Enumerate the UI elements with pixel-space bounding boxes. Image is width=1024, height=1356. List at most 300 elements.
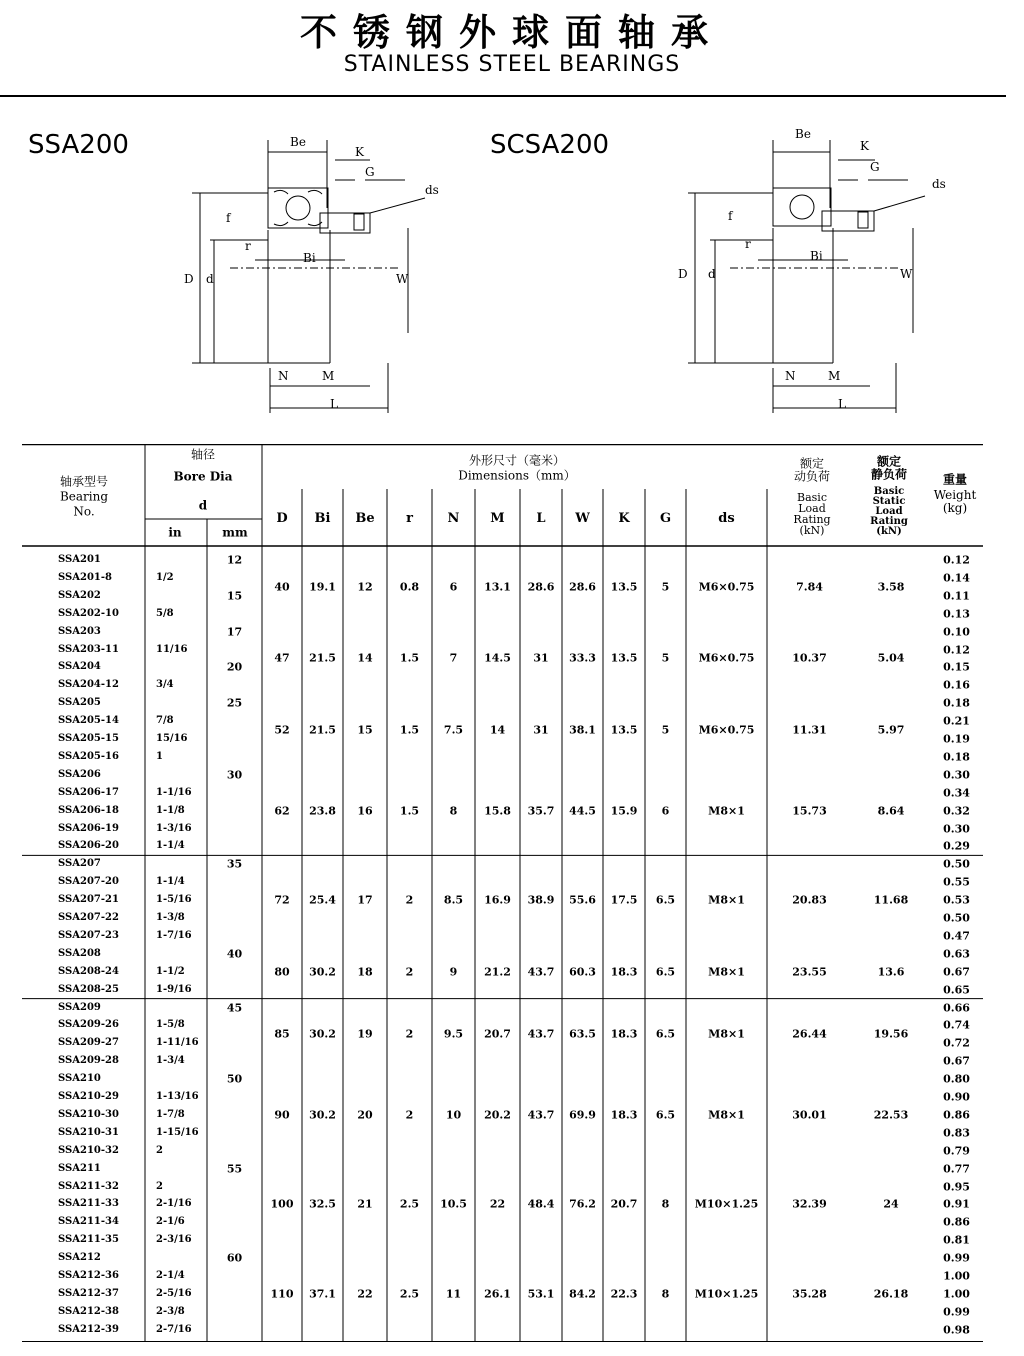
bearing-no-cell: SSA201 <box>58 554 101 565</box>
dim-cell-d: 62 <box>274 804 290 818</box>
dim-cell-ds: M8×1 <box>708 965 745 979</box>
bore-in-cell: 2-1/16 <box>156 1198 192 1210</box>
dim-cell-k: 18.3 <box>610 965 638 979</box>
label-w: W <box>900 267 913 281</box>
weight-cell: 0.34 <box>943 786 970 800</box>
header-bore-d: d <box>198 498 208 513</box>
bore-in-cell: 1 <box>156 750 163 762</box>
bore-in-cell: 1-1/4 <box>156 876 185 888</box>
bearing-no-cell: SSA209-26 <box>58 1019 119 1031</box>
dim-cell-bi: 23.8 <box>309 804 336 818</box>
weight-cell: 0.18 <box>943 750 970 764</box>
header-dims-cn: 外形尺寸（毫米） <box>468 453 566 468</box>
dim-cell-k: 18.3 <box>610 1027 638 1041</box>
bore-in-cell: 1-7/8 <box>156 1108 185 1120</box>
bore-in-cell: 1-3/8 <box>156 912 185 923</box>
header-bore-mm: mm <box>222 525 248 540</box>
bore-mm-cell: 40 <box>226 947 243 961</box>
bore-in-cell: 1-7/16 <box>156 929 192 941</box>
header-bore-in: in <box>168 525 182 540</box>
bore-mm-cell: 45 <box>226 1001 243 1014</box>
bore-mm-cell: 60 <box>226 1251 243 1265</box>
weight-cell: 0.15 <box>943 660 970 674</box>
bore-mm-cell: 15 <box>226 589 243 603</box>
header-col-w: W <box>575 511 590 527</box>
bearing-no-cell: SSA210-32 <box>58 1144 119 1156</box>
dim-cell-ds: M10×1.25 <box>694 1197 759 1211</box>
dim-cell-r: 2 <box>405 965 414 979</box>
dim-cell-d: 52 <box>274 723 290 737</box>
weight-cell: 0.90 <box>943 1090 970 1104</box>
dim-cell-l: 35.7 <box>527 804 555 818</box>
dim-cell-sta: 22.53 <box>873 1108 909 1122</box>
bearing-no-cell: SSA207 <box>58 858 101 870</box>
bearing-no-cell: SSA207-20 <box>58 876 119 888</box>
bearing-no-cell: SSA211-34 <box>58 1216 119 1228</box>
dim-cell-k: 20.7 <box>610 1197 638 1211</box>
header-dynamic-en: Basic Load Rating (kN) <box>793 491 831 537</box>
header-bearing-no-en1: Bearing <box>59 489 109 504</box>
header-col-ds: ds <box>718 511 735 527</box>
dim-cell-be: 15 <box>357 723 373 737</box>
weight-cell: 0.14 <box>943 571 970 585</box>
dim-cell-r: 2.5 <box>399 1287 420 1301</box>
dim-cell-bi: 21.5 <box>309 723 336 737</box>
bearing-no-cell: SSA206-20 <box>58 840 119 852</box>
weight-cell: 0.72 <box>943 1036 970 1050</box>
bore-in-cell: 2-1/6 <box>156 1216 185 1228</box>
weight-cell: 0.55 <box>943 875 970 889</box>
bearing-no-cell: SSA204 <box>58 661 101 673</box>
weight-cell: 0.10 <box>943 625 970 639</box>
dim-cell-g: 8 <box>661 1197 670 1211</box>
dim-cell-sta: 8.64 <box>877 804 905 818</box>
dim-cell-m: 22 <box>489 1197 506 1211</box>
weight-cell: 0.86 <box>943 1108 970 1122</box>
dim-cell-be: 18 <box>357 965 373 979</box>
bore-mm-cell: 17 <box>226 625 243 639</box>
bearing-no-cell: SSA206 <box>58 768 101 780</box>
dim-cell-d: 47 <box>274 651 290 665</box>
header-dims-en: Dimensions（mm） <box>458 468 576 483</box>
bearing-no-cell: SSA208 <box>58 947 101 959</box>
dim-cell-n: 9 <box>449 965 458 979</box>
dim-cell-r: 0.8 <box>399 580 420 594</box>
dim-cell-d: 85 <box>274 1027 290 1041</box>
label-f: f <box>226 211 231 225</box>
dim-cell-ds: M6×0.75 <box>698 651 755 665</box>
dim-cell-k: 13.5 <box>610 580 638 594</box>
bore-in-cell: 1-1/4 <box>156 840 185 852</box>
weight-cell: 0.65 <box>943 983 970 997</box>
bore-mm-cell: 50 <box>226 1072 243 1086</box>
dim-cell-l: 53.1 <box>527 1287 555 1301</box>
bearing-no-cell: SSA209 <box>58 1001 101 1013</box>
bearing-no-cell: SSA206-18 <box>58 804 119 816</box>
weight-cell: 0.67 <box>943 965 970 979</box>
weight-cell: 0.99 <box>943 1251 970 1265</box>
bore-mm-cell: 30 <box>226 768 243 782</box>
bore-in-cell: 2-1/4 <box>156 1270 185 1281</box>
dim-cell-sta: 5.97 <box>877 723 905 737</box>
dim-cell-g: 6.5 <box>655 1108 676 1122</box>
weight-cell: 0.63 <box>943 947 970 961</box>
weight-cell: 0.12 <box>943 553 970 567</box>
dim-cell-be: 21 <box>357 1197 373 1211</box>
weight-cell: 0.13 <box>943 607 970 621</box>
bore-mm-cell: 20 <box>226 660 243 674</box>
label-f: f <box>728 209 733 223</box>
dim-cell-sta: 11.68 <box>873 893 909 907</box>
weight-cell: 1.00 <box>943 1287 970 1301</box>
dim-cell-r: 2 <box>405 893 414 907</box>
bore-in-cell: 11/16 <box>156 643 188 655</box>
dim-cell-w: 63.5 <box>569 1027 596 1041</box>
bearing-no-cell: SSA212-38 <box>58 1305 119 1317</box>
dim-cell-l: 43.7 <box>527 965 555 979</box>
label-n: N <box>278 369 289 383</box>
dim-cell-g: 5 <box>661 580 670 594</box>
weight-cell: 0.12 <box>943 643 970 656</box>
weight-cell: 0.86 <box>943 1215 970 1229</box>
header-bearing-no-en2: No. <box>73 504 95 519</box>
dim-cell-ds: M8×1 <box>708 1108 745 1122</box>
bore-in-cell: 3/4 <box>156 679 174 691</box>
dim-cell-k: 15.9 <box>610 804 638 818</box>
bearing-spec-table <box>22 444 983 1342</box>
dim-cell-k: 18.3 <box>610 1108 638 1122</box>
weight-cell: 0.83 <box>943 1126 970 1140</box>
model-label-scsa200: SCSA200 <box>490 130 610 160</box>
dim-cell-w: 28.6 <box>569 580 596 594</box>
dim-cell-m: 14 <box>489 723 506 737</box>
dim-cell-ds: M10×1.25 <box>694 1287 759 1301</box>
dim-cell-g: 6.5 <box>655 1027 676 1041</box>
dim-cell-n: 7 <box>449 651 458 665</box>
bearing-no-cell: SSA206-19 <box>58 822 119 834</box>
bearing-no-cell: SSA212-39 <box>58 1323 119 1335</box>
weight-cell: 0.77 <box>943 1162 970 1176</box>
bearing-no-cell: SSA205-15 <box>58 733 119 744</box>
dim-cell-k: 22.3 <box>610 1287 638 1301</box>
label-d-bore: d <box>708 267 716 281</box>
bore-in-cell: 1-9/16 <box>156 983 192 995</box>
header-col-l: L <box>536 511 546 527</box>
weight-cell: 0.50 <box>943 911 970 925</box>
dim-cell-dyn: 26.44 <box>792 1027 827 1041</box>
bore-in-cell: 2 <box>156 1144 163 1156</box>
dim-cell-w: 55.6 <box>569 893 596 907</box>
weight-cell: 0.32 <box>943 804 970 818</box>
dim-cell-l: 38.9 <box>527 893 555 907</box>
dim-cell-bi: 30.2 <box>309 965 336 979</box>
weight-cell: 0.53 <box>943 893 970 907</box>
bearing-no-cell: SSA211 <box>58 1162 101 1174</box>
dim-cell-bi: 32.5 <box>309 1197 336 1211</box>
bore-mm-cell: 12 <box>226 553 243 567</box>
header-weight-cn: 重量 <box>942 472 968 487</box>
bore-in-cell: 1/2 <box>156 571 174 583</box>
dim-cell-sta: 26.18 <box>873 1287 909 1301</box>
dim-cell-w: 44.5 <box>569 804 596 818</box>
header-col-r: r <box>406 511 413 527</box>
weight-cell: 0.47 <box>943 929 970 943</box>
dim-cell-m: 13.1 <box>484 580 511 594</box>
label-l: L <box>330 397 338 411</box>
dim-cell-l: 28.6 <box>527 580 555 594</box>
dim-cell-dyn: 30.01 <box>792 1108 827 1122</box>
dim-cell-n: 9.5 <box>443 1027 464 1041</box>
header-col-n: N <box>447 511 460 527</box>
weight-cell: 0.98 <box>943 1323 970 1337</box>
dim-cell-bi: 30.2 <box>309 1027 336 1041</box>
header-col-bi: Bi <box>314 511 331 527</box>
bore-in-cell: 2 <box>156 1180 163 1192</box>
dim-cell-w: 76.2 <box>569 1197 596 1211</box>
dim-cell-bi: 19.1 <box>309 580 336 594</box>
header-col-d: D <box>276 511 288 527</box>
header-bore-cn: 轴径 <box>190 447 216 462</box>
dim-cell-w: 38.1 <box>569 723 596 737</box>
bearing-no-cell: SSA210-30 <box>58 1108 119 1120</box>
dim-cell-g: 5 <box>661 723 670 737</box>
bore-in-cell: 1-13/16 <box>156 1091 199 1102</box>
dim-cell-dyn: 10.37 <box>792 651 827 665</box>
bore-mm-cell: 35 <box>226 857 243 871</box>
dim-cell-d: 40 <box>274 580 290 594</box>
bearing-no-cell: SSA205 <box>58 697 101 709</box>
dim-cell-m: 26.1 <box>484 1287 511 1301</box>
bearing-no-cell: SSA207-23 <box>58 929 119 941</box>
dim-cell-r: 1.5 <box>399 723 420 737</box>
weight-cell: 0.67 <box>943 1054 970 1068</box>
bore-in-cell: 1-1/8 <box>156 804 185 816</box>
dim-cell-k: 17.5 <box>610 893 638 907</box>
header-static-en: Basic Static Load Rating (kN) <box>870 486 908 537</box>
dim-cell-sta: 19.56 <box>873 1027 909 1041</box>
bearing-no-cell: SSA212-37 <box>58 1287 119 1299</box>
header-weight-en: Weight (kg) <box>933 487 977 515</box>
bearing-no-cell: SSA207-22 <box>58 912 119 923</box>
dim-cell-g: 8 <box>661 1287 670 1301</box>
label-d-outer: D <box>184 272 194 286</box>
header-col-g: G <box>659 511 672 527</box>
bearing-no-cell: SSA211-35 <box>58 1234 119 1246</box>
dim-cell-be: 22 <box>357 1287 373 1301</box>
scsa200-drawing <box>670 118 960 418</box>
dim-cell-w: 69.9 <box>569 1108 596 1122</box>
label-k: K <box>355 145 364 159</box>
dim-cell-n: 11 <box>445 1287 462 1301</box>
bearing-no-cell: SSA205-16 <box>58 750 119 762</box>
bearing-no-cell: SSA208-24 <box>58 965 119 977</box>
bearing-no-cell: SSA202 <box>58 589 101 601</box>
title-chinese: 不锈钢外球面轴承 <box>300 11 724 54</box>
weight-cell: 0.74 <box>943 1018 970 1032</box>
bearing-no-cell: SSA203-11 <box>58 643 119 655</box>
bore-in-cell: 2-7/16 <box>156 1323 192 1335</box>
bore-in-cell: 1-5/8 <box>156 1019 185 1031</box>
dim-cell-d: 72 <box>274 893 290 907</box>
dim-cell-sta: 24 <box>883 1197 899 1211</box>
label-ds: ds <box>425 183 439 197</box>
label-g: G <box>365 165 375 179</box>
dim-cell-dyn: 20.83 <box>792 893 827 907</box>
bore-in-cell: 1-3/16 <box>156 822 192 834</box>
bearing-no-cell: SSA209-27 <box>58 1037 119 1049</box>
dim-cell-n: 10 <box>445 1108 462 1122</box>
dim-cell-m: 16.9 <box>484 893 511 907</box>
dim-cell-w: 60.3 <box>569 965 596 979</box>
dim-cell-be: 19 <box>357 1027 373 1041</box>
dim-cell-m: 15.8 <box>484 804 511 818</box>
bore-mm-cell: 25 <box>226 696 243 710</box>
label-r: r <box>745 237 751 251</box>
header-divider <box>0 95 1006 97</box>
bearing-no-cell: SSA206-17 <box>58 786 119 798</box>
dim-cell-g: 6 <box>661 804 670 818</box>
label-bi: Bi <box>303 251 316 265</box>
dim-cell-m: 20.2 <box>484 1108 511 1122</box>
weight-cell: 0.16 <box>943 678 970 692</box>
dim-cell-bi: 30.2 <box>309 1108 336 1122</box>
dim-cell-ds: M8×1 <box>708 893 745 907</box>
dim-cell-l: 43.7 <box>527 1027 555 1041</box>
bearing-no-cell: SSA210 <box>58 1073 101 1085</box>
dim-cell-r: 2 <box>405 1108 414 1122</box>
weight-cell: 1.00 <box>943 1269 970 1283</box>
header-dynamic-cn: 额定 动负荷 <box>793 456 831 483</box>
bearing-no-cell: SSA204-12 <box>58 679 119 691</box>
dim-cell-d: 90 <box>274 1108 290 1122</box>
dim-cell-k: 13.5 <box>610 651 638 665</box>
dim-cell-g: 6.5 <box>655 893 676 907</box>
bearing-no-cell: SSA202-10 <box>58 607 119 619</box>
bearing-no-cell: SSA207-21 <box>58 894 119 906</box>
dim-cell-be: 16 <box>357 804 373 818</box>
dim-cell-d: 80 <box>274 965 290 979</box>
bore-in-cell: 5/8 <box>156 607 174 619</box>
title-english: STAINLESS STEEL BEARINGS <box>343 52 681 77</box>
bearing-no-cell: SSA205-14 <box>58 715 119 727</box>
bore-in-cell: 1-11/16 <box>156 1037 199 1049</box>
dim-cell-n: 8 <box>449 804 458 818</box>
dim-cell-bi: 21.5 <box>309 651 336 665</box>
dim-cell-m: 14.5 <box>484 651 511 665</box>
dim-cell-dyn: 23.55 <box>792 965 827 979</box>
dim-cell-d: 110 <box>270 1287 294 1301</box>
weight-cell: 0.81 <box>943 1233 970 1247</box>
dim-cell-sta: 3.58 <box>877 580 905 594</box>
dim-cell-be: 17 <box>357 893 373 907</box>
dim-cell-dyn: 32.39 <box>792 1197 827 1211</box>
weight-cell: 0.30 <box>943 822 970 835</box>
dim-cell-sta: 13.6 <box>877 965 905 979</box>
bearing-no-cell: SSA212-36 <box>58 1270 119 1281</box>
label-n: N <box>785 369 796 383</box>
dim-cell-r: 2 <box>405 1027 414 1041</box>
label-k: K <box>860 139 869 153</box>
label-be: Be <box>795 127 811 141</box>
bearing-no-cell: SSA211-33 <box>58 1198 119 1210</box>
header-col-be: Be <box>355 511 375 527</box>
bore-in-cell: 1-1/2 <box>156 965 185 977</box>
dim-cell-be: 12 <box>357 580 373 594</box>
dim-cell-n: 8.5 <box>443 893 464 907</box>
bearing-no-cell: SSA210-31 <box>58 1126 119 1138</box>
bearing-no-cell: SSA210-29 <box>58 1091 119 1102</box>
header-bearing-no-cn: 轴承型号 <box>59 474 109 489</box>
header-bore-en: Bore Dia <box>173 469 233 484</box>
weight-cell: 0.80 <box>943 1072 970 1086</box>
bearing-no-cell: SSA209-28 <box>58 1055 119 1067</box>
weight-cell: 0.19 <box>943 732 970 746</box>
bore-in-cell: 1-3/4 <box>156 1055 185 1067</box>
weight-cell: 0.66 <box>943 1001 970 1014</box>
label-bi: Bi <box>810 249 823 263</box>
label-be: Be <box>290 135 306 149</box>
dim-cell-n: 6 <box>449 580 458 594</box>
dim-cell-be: 20 <box>357 1108 373 1122</box>
label-d-outer: D <box>678 267 688 281</box>
bore-in-cell: 2-3/8 <box>156 1305 185 1317</box>
label-r: r <box>245 239 251 253</box>
dim-cell-n: 10.5 <box>440 1197 467 1211</box>
header-col-k: K <box>618 511 630 527</box>
dim-cell-m: 20.7 <box>484 1027 511 1041</box>
weight-cell: 0.21 <box>943 714 970 728</box>
dim-cell-d: 100 <box>270 1197 294 1211</box>
dim-cell-l: 48.4 <box>527 1197 555 1211</box>
dim-cell-sta: 5.04 <box>877 651 905 665</box>
bearing-no-cell: SSA212 <box>58 1252 101 1264</box>
dim-cell-ds: M6×0.75 <box>698 580 755 594</box>
bore-in-cell: 1-5/16 <box>156 894 192 906</box>
dim-cell-k: 13.5 <box>610 723 638 737</box>
dim-cell-l: 31 <box>533 723 549 737</box>
model-label-ssa200: SSA200 <box>28 130 129 160</box>
weight-cell: 0.29 <box>943 839 970 853</box>
dim-cell-bi: 25.4 <box>309 893 336 907</box>
bore-in-cell: 7/8 <box>156 715 174 727</box>
bearing-no-cell: SSA203 <box>58 625 101 637</box>
dim-cell-r: 2.5 <box>399 1197 420 1211</box>
dim-cell-r: 1.5 <box>399 651 420 665</box>
dim-cell-ds: M6×0.75 <box>698 723 755 737</box>
dim-cell-ds: M8×1 <box>708 1027 745 1041</box>
bore-in-cell: 1-1/16 <box>156 786 192 798</box>
bearing-no-cell: SSA201-8 <box>58 571 112 583</box>
weight-cell: 0.99 <box>943 1305 970 1319</box>
weight-cell: 0.30 <box>943 768 970 782</box>
bore-in-cell: 2-3/16 <box>156 1234 192 1246</box>
dim-cell-g: 5 <box>661 651 670 665</box>
weight-cell: 0.18 <box>943 696 970 710</box>
dim-cell-dyn: 15.73 <box>792 804 827 818</box>
bearing-no-cell: SSA211-32 <box>58 1180 119 1192</box>
label-m: M <box>322 369 335 383</box>
dim-cell-be: 14 <box>357 651 373 665</box>
dim-cell-n: 7.5 <box>443 723 464 737</box>
label-m: M <box>828 369 841 383</box>
dim-cell-w: 33.3 <box>569 651 596 665</box>
dim-cell-ds: M8×1 <box>708 804 745 818</box>
bearing-no-cell: SSA208-25 <box>58 983 119 995</box>
weight-cell: 0.50 <box>943 857 970 871</box>
dim-cell-dyn: 7.84 <box>796 580 823 594</box>
label-l: L <box>838 397 846 411</box>
bore-in-cell: 2-5/16 <box>156 1287 192 1299</box>
